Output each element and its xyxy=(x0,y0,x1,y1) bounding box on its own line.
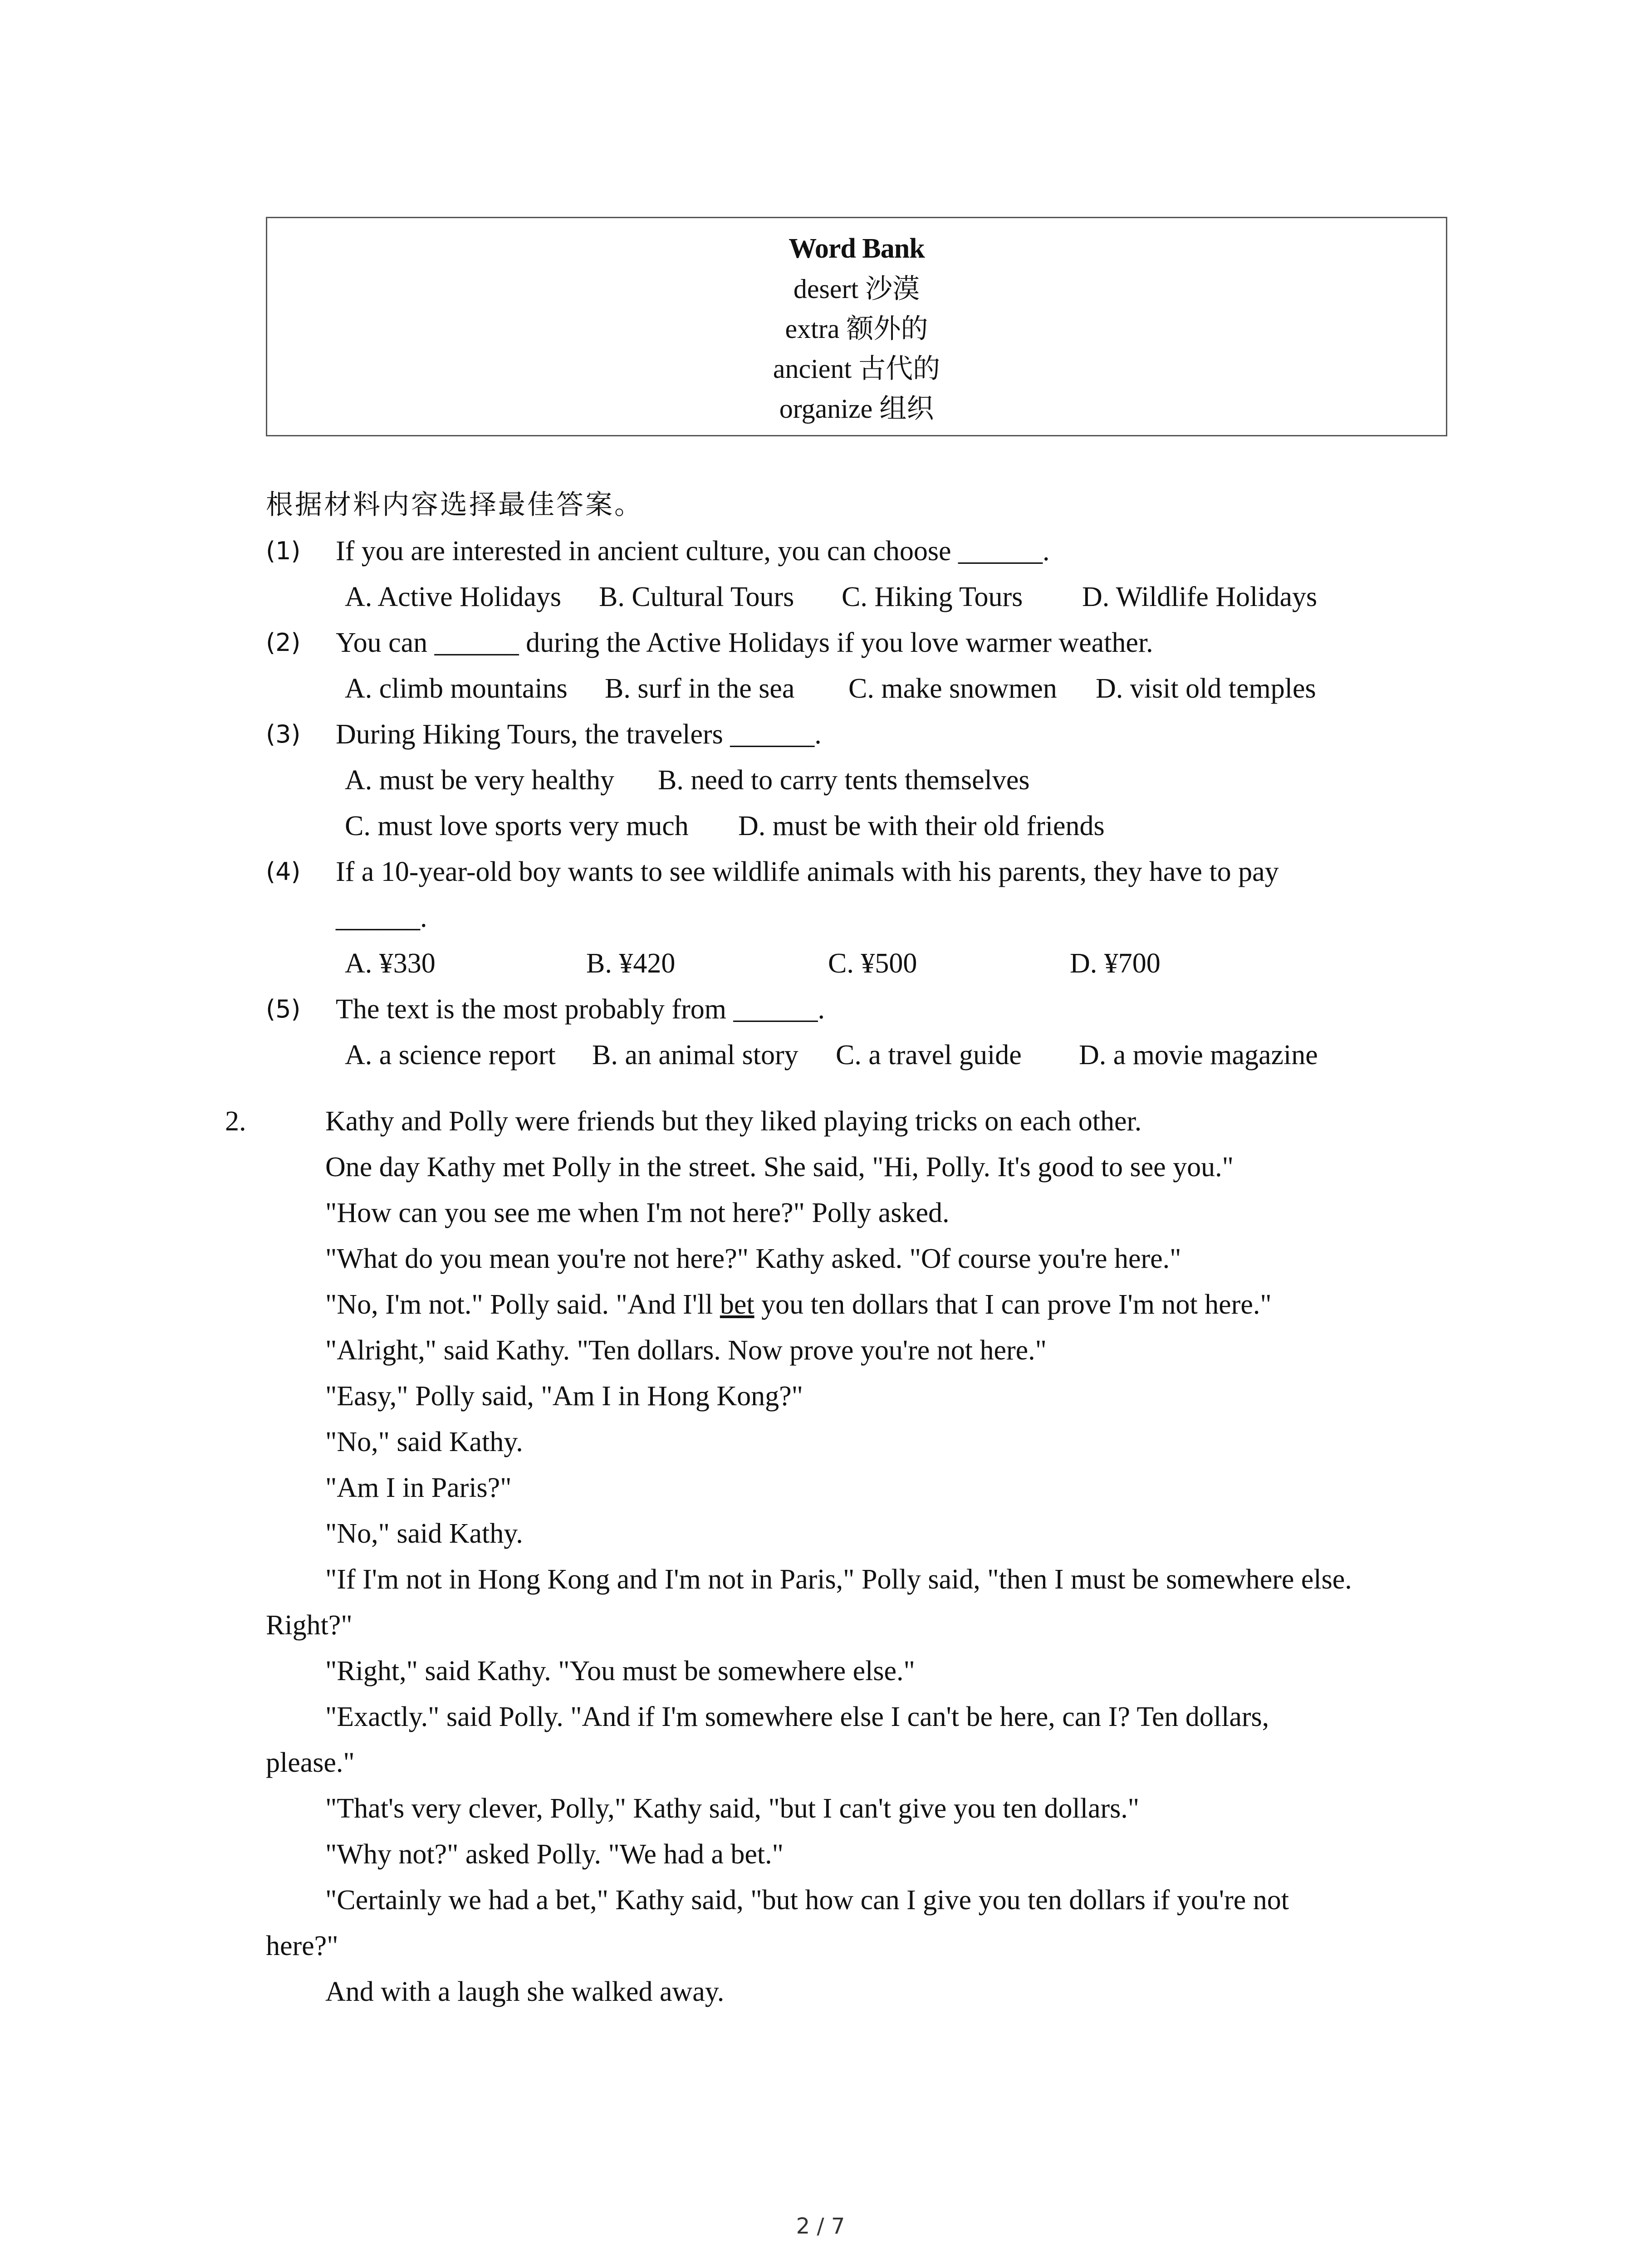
question-text: If a 10-year-old boy wants to see wildlife animals with his parents, they have to pay xyxy=(336,856,1279,887)
word-bank-item: desert 沙漠 xyxy=(793,274,920,304)
word-bank-item: extra 额外的 xyxy=(785,314,928,344)
passage-line: "How can you see me when I'm not here?" Polly asked. xyxy=(325,1198,950,1228)
option-b: B. surf in the sea xyxy=(605,673,795,704)
option-a: A. must be very healthy xyxy=(345,765,615,796)
option-d: D. must be with their old friends xyxy=(738,811,1105,841)
option-b: B. an animal story xyxy=(592,1040,798,1070)
question-text: You can ______ during the Active Holidays if you love warmer weather. xyxy=(336,627,1153,658)
word-bank-item: organize 组织 xyxy=(779,394,934,424)
question-text-continued: ______. xyxy=(336,902,427,933)
passage-line: "Alright," said Kathy. "Ten dollars. Now prove you're not here." xyxy=(325,1335,1047,1366)
passage-line: "Certainly we had a bet," Kathy said, "but how can I give you ten dollars if you're not xyxy=(325,1885,1289,1916)
passage-line: "That's very clever, Polly," Kathy said, "but I can't give you ten dollars." xyxy=(325,1793,1140,1824)
question-text: The text is the most probably from ______. xyxy=(336,994,825,1025)
option-d: D. a movie magazine xyxy=(1079,1040,1318,1070)
option-b: B. Cultural Tours xyxy=(599,582,794,612)
option-b: B. need to carry tents themselves xyxy=(658,765,1030,796)
passage-line: "Exactly." said Polly. "And if I'm somewhere else I can't be here, can I? Ten dollars, xyxy=(325,1701,1269,1732)
option-a: A. climb mountains xyxy=(345,673,568,704)
passage-line: "What do you mean you're not here?" Kathy asked. "Of course you're here." xyxy=(325,1243,1181,1274)
option-c: C. must love sports very much xyxy=(345,811,689,841)
passage-line: And with a laugh she walked away. xyxy=(325,1976,725,2007)
passage-line: "Am I in Paris?" xyxy=(325,1472,512,1503)
option-a: A. ¥330 xyxy=(345,948,436,979)
option-a: A. Active Holidays xyxy=(345,582,561,612)
question-number: (5) xyxy=(266,995,301,1023)
underlined-word: bet xyxy=(720,1289,754,1320)
question-text: If you are interested in ancient culture, you can choose ______. xyxy=(336,536,1050,567)
question-number: (4) xyxy=(266,857,301,886)
passage-line: "No," said Kathy. xyxy=(325,1427,523,1457)
option-b: B. ¥420 xyxy=(586,948,676,979)
option-c: C. ¥500 xyxy=(828,948,917,979)
instruction-text: 根据材料内容选择最佳答案。 xyxy=(266,490,643,520)
option-c: C. Hiking Tours xyxy=(842,582,1023,612)
passage-line xyxy=(325,1284,1272,1325)
question-text: During Hiking Tours, the travelers ______. xyxy=(336,719,822,750)
passage-line: "Why not?" asked Polly. "We had a bet." xyxy=(325,1839,784,1870)
passage-line: please." xyxy=(266,1747,355,1778)
passage-line: Kathy and Polly were friends but they liked playing tricks on each other. xyxy=(325,1106,1142,1137)
page-number: 2 / 7 xyxy=(796,2214,845,2239)
question-number: (1) xyxy=(266,537,301,565)
passage-line: Right?" xyxy=(266,1610,353,1641)
passage-line: "Easy," Polly said, "Am I in Hong Kong?" xyxy=(325,1381,803,1412)
option-d: D. visit old temples xyxy=(1096,673,1316,704)
word-bank-box xyxy=(266,217,1447,436)
passage-text: "No, I'm not." Polly said. "And I'll xyxy=(325,1289,720,1320)
option-c: C. a travel guide xyxy=(836,1040,1022,1070)
passage-number: 2. xyxy=(225,1106,246,1137)
option-c: C. make snowmen xyxy=(848,673,1057,704)
passage-line: "Right," said Kathy. "You must be somewhere else." xyxy=(325,1656,915,1686)
passage-line: here?" xyxy=(266,1931,338,1961)
option-d: D. ¥700 xyxy=(1070,948,1161,979)
question-number: (2) xyxy=(266,628,301,657)
passage-line: "If I'm not in Hong Kong and I'm not in Paris," Polly said, "then I must be somewhere else. xyxy=(325,1564,1352,1595)
passage-line: One day Kathy met Polly in the street. She said, "Hi, Polly. It's good to see you." xyxy=(325,1152,1234,1183)
option-d: D. Wildlife Holidays xyxy=(1082,582,1318,612)
passage-line: "No," said Kathy. xyxy=(325,1518,523,1549)
word-bank-item: ancient 古代的 xyxy=(773,354,941,384)
passage-text: you ten dollars that I can prove I'm not here." xyxy=(754,1289,1272,1320)
option-a: A. a science report xyxy=(345,1040,556,1070)
word-bank-title: Word Bank xyxy=(789,233,925,264)
question-number: (3) xyxy=(266,720,301,748)
